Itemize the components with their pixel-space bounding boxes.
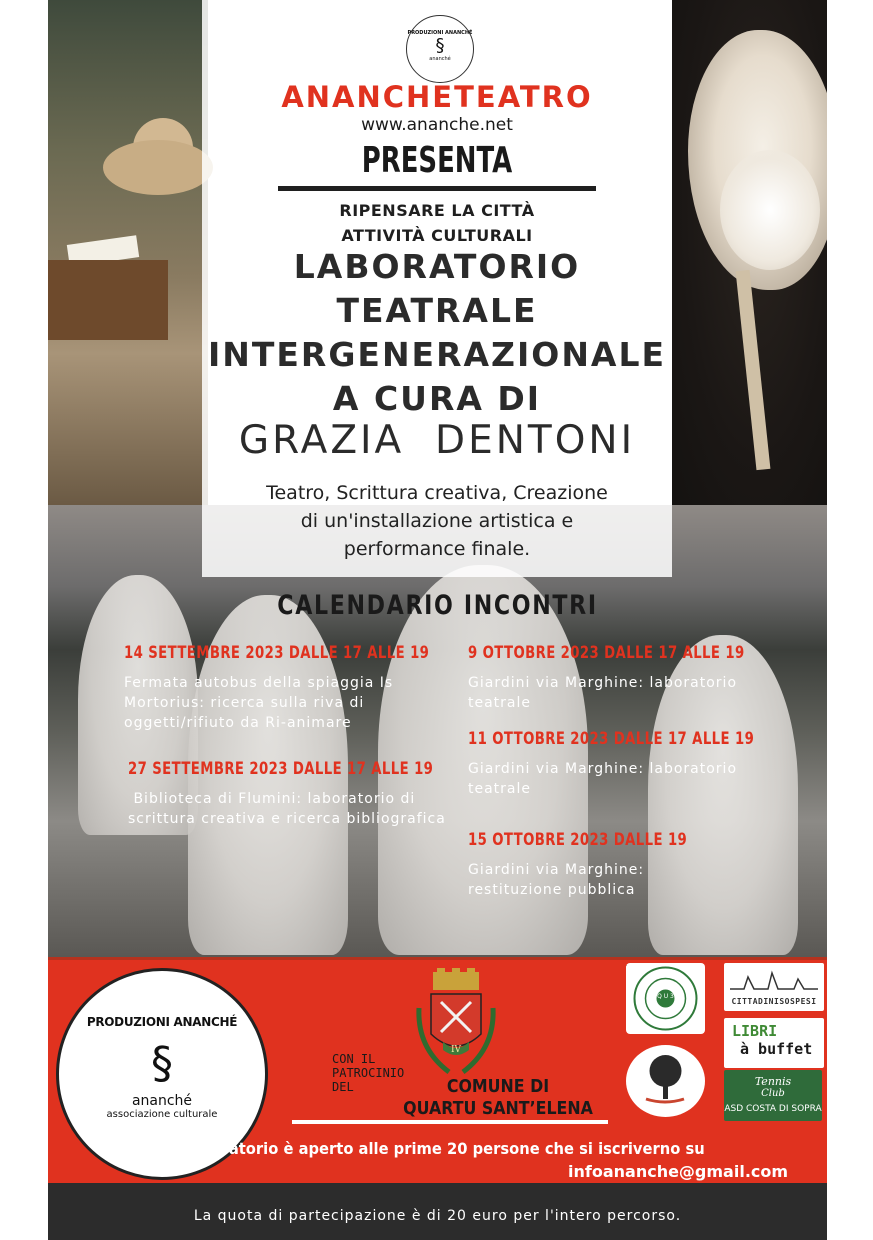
comune-line: COMUNE DI bbox=[446, 1076, 550, 1097]
subtitle-line: ATTIVITÀ CULTURALI bbox=[341, 226, 533, 245]
subtitle-line: RIPENSARE LA CITTÀ bbox=[339, 201, 535, 220]
ananche-mark-icon: § bbox=[435, 35, 445, 56]
signup-email[interactable]: infoananche@gmail.com bbox=[568, 1162, 789, 1181]
tree-icon bbox=[626, 1045, 705, 1117]
event-3 bbox=[468, 643, 745, 713]
hat-brim-shape bbox=[103, 140, 213, 195]
project-description bbox=[202, 479, 672, 563]
event-2 bbox=[128, 759, 448, 829]
logo-big-name: ananché bbox=[131, 1093, 193, 1109]
event-description: Giardini via Marghine: laboratorio teatrale bbox=[468, 675, 738, 711]
quartu-crest-icon bbox=[415, 968, 497, 1080]
tennis-line: ASD COSTA DI SOPRA bbox=[724, 1104, 822, 1114]
event-date: 27 SETTEMBRE 2023 DALLE 17 ALLE 19 bbox=[128, 759, 434, 779]
event-1 bbox=[124, 643, 430, 733]
description-line: di un'installazione artistica e bbox=[300, 510, 574, 532]
fee-text: La quota di partecipazione è di 20 euro per l'intero percorso. bbox=[193, 1208, 682, 1224]
ananche-mark-icon: § bbox=[151, 1038, 173, 1089]
description-line: performance finale. bbox=[343, 538, 531, 560]
comune-underline bbox=[292, 1120, 608, 1124]
signup-text: Il laboratorio è aperto alle prime 20 persone che si iscriverno su bbox=[170, 1139, 705, 1158]
event-date: 15 OTTOBRE 2023 DALLE 19 bbox=[468, 830, 688, 850]
logo-small-title: PRODUZIONI ANANCHÉ bbox=[407, 30, 473, 36]
ananche-small-logo bbox=[406, 15, 474, 83]
logo-big-subtitle: associazione culturale bbox=[106, 1109, 218, 1120]
event-4 bbox=[468, 729, 755, 799]
photo-woman-writing bbox=[48, 0, 208, 505]
skyline-icon bbox=[724, 963, 824, 993]
poster bbox=[48, 0, 827, 1240]
patronage-line: CON IL bbox=[332, 1052, 376, 1066]
event-date: 9 OTTOBRE 2023 DALLE 17 ALLE 19 bbox=[468, 643, 745, 663]
sponsor-tree-logo bbox=[626, 1045, 705, 1117]
libri-line: LIBRI bbox=[732, 1022, 778, 1040]
logo-big-title: PRODUZIONI ANANCHÉ bbox=[86, 1015, 238, 1029]
svg-text:IV: IV bbox=[450, 1045, 462, 1055]
event-description: Biblioteca di Flumini: laboratorio di scrittura creativa e ricerca bibliografica bbox=[128, 791, 446, 827]
wool-core-shape bbox=[720, 150, 820, 270]
patronage-label bbox=[332, 1052, 404, 1094]
website: www.ananche.net bbox=[361, 115, 513, 135]
title-line: A CURA DI bbox=[332, 379, 542, 418]
title-line: TEATRALE bbox=[336, 291, 538, 330]
event-description: Fermata autobus della spiaggia Is Mortorius: ricerca sulla riva di oggetti/rifiuto da Ri-animare bbox=[124, 675, 394, 731]
tennis-line: Club bbox=[761, 1088, 785, 1099]
event-5 bbox=[468, 830, 738, 900]
description-line: Teatro, Scrittura creativa, Creazione bbox=[266, 482, 608, 504]
divider bbox=[278, 186, 596, 191]
curator-name: GRAZIA DENTONI bbox=[238, 418, 636, 463]
libri-line: à buffet bbox=[740, 1040, 813, 1058]
cittadini-label: CITTADINISOSPESI bbox=[731, 997, 817, 1006]
title-line: INTERGENERAZIONALE bbox=[207, 335, 667, 374]
sponsor-utes-logo bbox=[626, 963, 705, 1034]
logo-small-name: ananché bbox=[429, 56, 451, 62]
event-description: Giardini via Marghine: laboratorio teatrale bbox=[468, 761, 738, 797]
presents-label: PRESENTA bbox=[361, 140, 513, 181]
event-description: Giardini via Marghine: restituzione pubblica bbox=[468, 862, 645, 898]
tennis-line: Tennis bbox=[754, 1075, 792, 1088]
sponsor-cittadini-logo bbox=[724, 963, 824, 1011]
subtitle bbox=[202, 198, 672, 248]
title-line: LABORATORIO bbox=[293, 247, 581, 286]
event-date: 14 SETTEMBRE 2023 DALLE 17 ALLE 19 bbox=[124, 643, 430, 663]
comune-line: QUARTU SANT’ELENA bbox=[403, 1098, 593, 1119]
wooden-box-shape bbox=[48, 260, 168, 340]
sponsor-tennis-logo bbox=[724, 1070, 822, 1121]
calendar-title: CALENDARIO INCONTRI bbox=[277, 590, 598, 621]
organization-name: ANANCHETEATRO bbox=[281, 80, 593, 114]
utes-center: Q U 3 bbox=[657, 993, 674, 1000]
utes-label bbox=[626, 965, 627, 966]
event-date: 11 OTTOBRE 2023 DALLE 17 ALLE 19 bbox=[468, 729, 755, 749]
comune-name bbox=[401, 1076, 595, 1120]
patronage-line: PATROCINIO bbox=[332, 1066, 405, 1080]
project-title bbox=[202, 245, 672, 421]
sponsor-libri-logo bbox=[724, 1018, 824, 1068]
patronage-line: DEL bbox=[332, 1080, 354, 1094]
